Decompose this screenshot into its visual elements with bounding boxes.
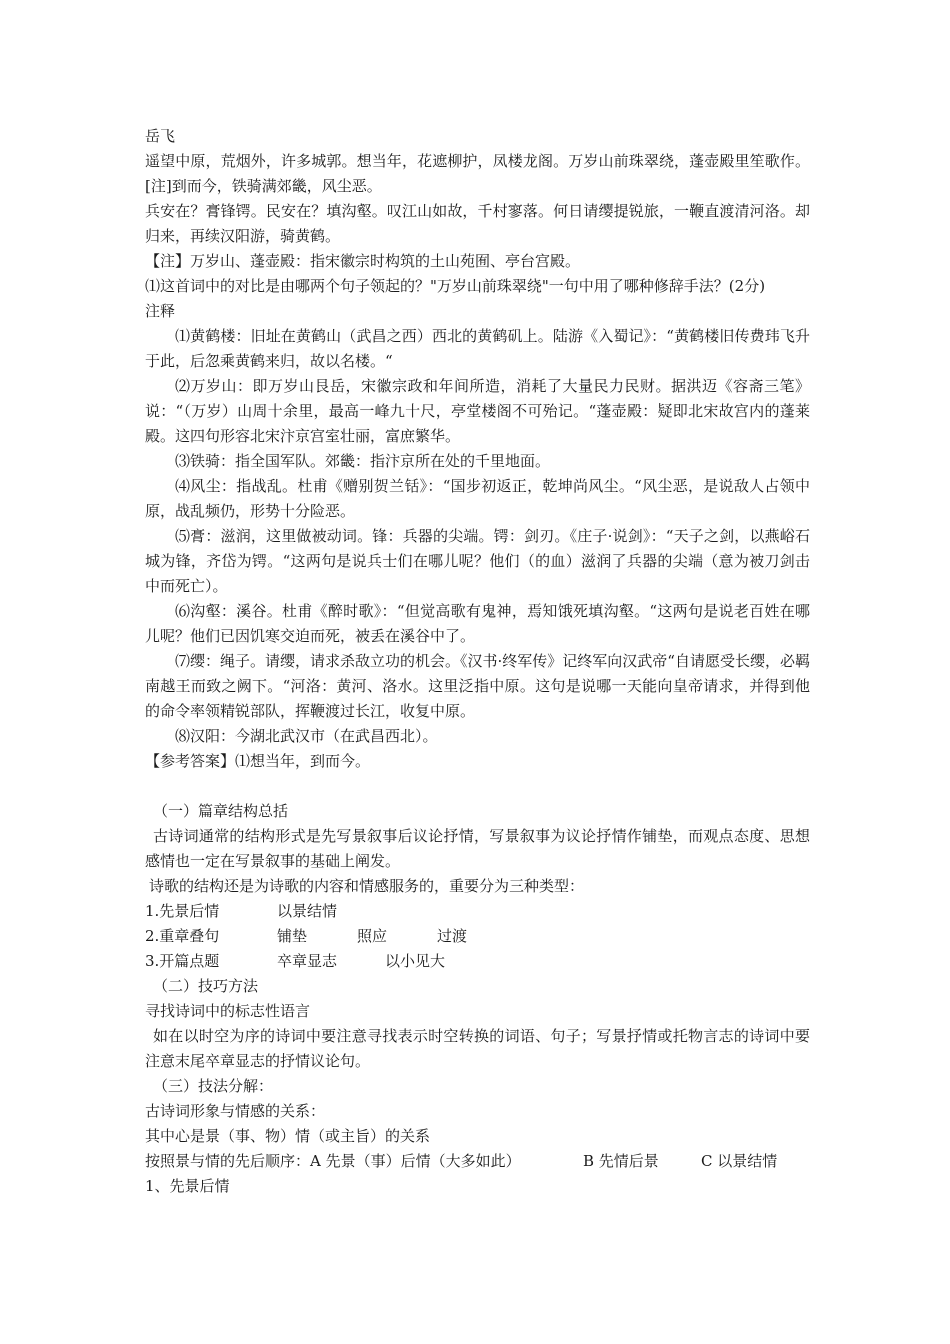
- section-1-heading: （一）篇章结构总括: [153, 802, 289, 820]
- structure-type-row-2: [145, 924, 810, 949]
- section-3-heading: （三）技法分解：: [153, 1077, 274, 1095]
- section-1-paragraph-2: 诗歌的结构还是为诗歌的内容和情感服务的，重要分为三种类型：: [149, 877, 585, 895]
- annotations-heading: 注释: [145, 302, 176, 320]
- annotation-item-6: ⑹沟壑：溪谷。杜甫《醉时歌》：“但觉高歌有鬼神，焉知饿死填沟壑。“这两句是说老百姓在哪儿呢？他们已因饥寒交迫而死，被丢在溪谷中了。: [145, 602, 810, 645]
- section-3-line-1: 古诗词形象与情感的关系：: [145, 1102, 326, 1120]
- order-option-a: 按照景与情的先后顺序：A 先景（事）后情（大多如此）: [145, 1152, 521, 1170]
- structure-type-3-item-2: 以小见大: [385, 952, 446, 970]
- section-2-subheading: 寻找诗词中的标志性语言: [145, 1002, 311, 1020]
- structure-type-2-item-2: 照应: [357, 927, 388, 945]
- structure-type-1-item-1: 以景结情: [277, 902, 338, 920]
- annotation-item-7: ⑺缨：绳子。请缨，请求杀敌立功的机会。《汉书·终军传》记终军向汉武帝“自请愿受长缨，必羁南越王而致之阙下。“河洛：黄河、洛水。这里泛指中原。这句是说哪一天能向皇帝请求，并得到他的命令率领精锐部队，挥鞭渡过长江，收复中原。: [145, 652, 810, 720]
- section-2-paragraph: 如在以时空为序的诗词中要注意寻找表示时空转换的词语、句子；写景抒情或托物言志的诗词中要注意末尾卒章显志的抒情议论句。: [145, 1027, 810, 1070]
- order-option-b: B 先情后景: [583, 1152, 659, 1170]
- poem-author: 岳飞: [145, 127, 176, 145]
- order-option-c: C 以景结情: [701, 1152, 778, 1170]
- poem-stanza-2: 兵安在？膏锋锷。民安在？填沟壑。叹江山如故，千村寥落。何日请缨提锐旅，一鞭直渡清河洛。却归来，再续汉阳游，骑黄鹤。: [145, 202, 810, 245]
- structure-type-2-item-1: 铺垫: [277, 927, 308, 945]
- annotation-item-2: ⑵万岁山：即万岁山艮岳，宋徽宗政和年间所造，消耗了大量民力民财。据洪迈《容斋三笔》说：“（万岁）山周十余里，最高一峰九十尺，亭堂楼阁不可殆记。“蓬壶殿：疑即北宋故宫内的蓬莱殿。这四句形容北宋汴京宫室壮丽，富庶繁华。: [145, 377, 810, 445]
- document-page: [145, 124, 810, 1199]
- section-2-heading: （二）技巧方法: [153, 977, 259, 995]
- blank-line: [145, 774, 810, 799]
- section-3-last-line: 1、先景后情: [145, 1177, 230, 1195]
- structure-type-1-label: 1.先景后情: [145, 902, 220, 920]
- poem-stanza-1: 遥望中原，荒烟外，许多城郭。想当年，花遮柳护，凤楼龙阁。万岁山前珠翠绕，蓬壶殿里笙歌作。[注]到而今，铁骑满郊畿，风尘恶。: [145, 152, 810, 195]
- structure-type-2-label: 2.重章叠句: [145, 927, 220, 945]
- annotation-item-8: ⑻汉阳：今湖北武汉市（在武昌西北）。: [175, 727, 438, 745]
- poem-question: ⑴这首词中的对比是由哪两个句子领起的？"万岁山前珠翠绕"一句中用了哪种修辞手法？(2分): [145, 277, 766, 295]
- reference-answer: 【参考答案】⑴想当年，到而今。: [145, 752, 371, 770]
- structure-type-row-1: [145, 899, 810, 924]
- annotation-item-4: ⑷风尘：指战乱。杜甫《赠别贺兰铦》：“国步初返正，乾坤尚风尘。“风尘恶，是说敌人占领中原，战乱频仍，形势十分险恶。: [145, 477, 810, 520]
- structure-type-3-item-1: 卒章显志: [277, 952, 338, 970]
- section-3-line-2: 其中心是景（事、物）情（或主旨）的关系: [145, 1127, 431, 1145]
- structure-type-row-3: [145, 949, 810, 974]
- annotation-item-1: ⑴黄鹤楼：旧址在黄鹤山（武昌之西）西北的黄鹤矶上。陆游《入蜀记》：“黄鹤楼旧传费玮飞升于此，后忽乘黄鹤来归，故以名楼。“: [145, 327, 810, 370]
- annotation-item-3: ⑶铁骑：指全国军队。郊畿：指汴京所在处的千里地面。: [175, 452, 551, 470]
- structure-type-3-label: 3.开篇点题: [145, 952, 220, 970]
- poem-note: 【注】万岁山、蓬壶殿：指宋徽宗时构筑的土山苑囿、亭台宫殿。: [145, 252, 581, 270]
- section-1-paragraph-1: 古诗词通常的结构形式是先写景叙事后议论抒情，写景叙事为议论抒情作铺垫，而观点态度、思想感情也一定在写景叙事的基础上阐发。: [145, 827, 810, 870]
- annotation-item-5: ⑸膏：滋润，这里做被动词。锋：兵器的尖端。锷：剑刃。《庄子·说剑》：“天子之剑，以燕峪石城为锋，齐岱为锷。“这两句是说兵士们在哪儿呢？他们（的血）滋润了兵器的尖端（意为被刀剑击中而死亡）。: [145, 527, 810, 595]
- section-3-order-row: [145, 1149, 810, 1174]
- structure-type-2-item-3: 过渡: [437, 927, 468, 945]
